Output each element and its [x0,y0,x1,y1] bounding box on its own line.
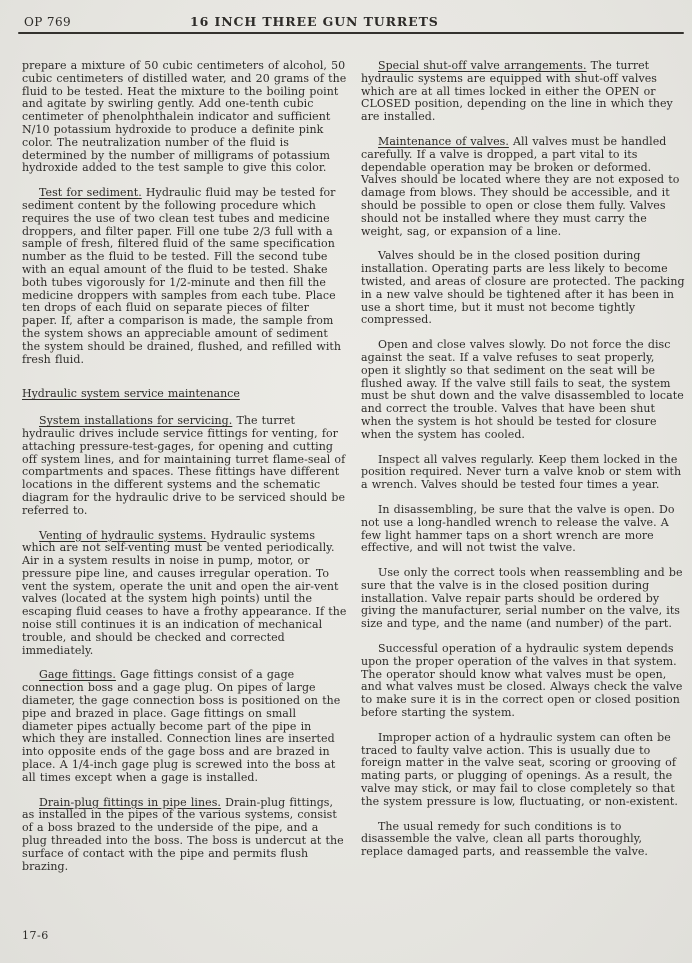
para-usual-remedy [361,821,686,859]
document-title: 16 INCH THREE GUN TURRETS [190,14,439,29]
text-segment: The usual remedy for such conditions is to disassemble the valve, clean all parts thoroughly, replace damaged parts, and reassemble the valve. [361,819,648,859]
para-special-shut-off-valve-arrangements [361,60,686,124]
underlined-lead: Maintenance of valves. [378,134,509,148]
underlined-lead: Special shut-off valve arrangements. [378,59,587,72]
para-open-and-close-valves-slowly [361,339,686,441]
para-maintenance-of-valves [361,136,686,238]
page-body [0,60,692,963]
para-drain-plug-fittings [22,797,347,874]
right-column [361,60,686,963]
para-improper-action [361,732,686,809]
text-segment: Use only the correct tools when reassembling and be sure that the valve is in the closed position during installation. Valve repair parts should be ordered by giving the manufacturer, serial number on the valve, its size and type, and the name (and number) of the part. [361,566,683,631]
publication-number: OP 769 [24,15,72,29]
underlined-lead: Drain-plug fittings in pipe lines. [39,795,221,809]
text-segment: In disassembling, be sure that the valve is open. Do not use a long-handled wrench to release the valve. A few light hammer taps on a short wrench are more effective, and will not twist the valve. [361,502,675,555]
text-segment: Hydraulic systems which are not self-venting must be vented periodically. Air in a system results in noise in pump, motor, or pressure pipe line, and causes irregular operation. To vent the system, operate the unit and open the air-vent valves (located at the system high points) until the escaping fluid ceases to have a frothy appearance. If the noise still continues it is an indication of mechanical trouble, and should be checked and corrected immediately. [22,528,347,657]
para-system-installations-for-servicing [22,415,347,517]
para-test-for-sediment [22,187,347,366]
text-segment: The turret hydraulic systems are equipped with shut-off valves which are at all times locked in either the OPEN or CLOSED position, depending on the line in which they are installed. [361,59,673,124]
text-segment: Drain-plug fittings, as installed in the pipes of the various systems, consist of a boss brazed to the underside of the pipe, and a plug threaded into the boss. The boss is undercut at the surface of contact with the pipe and permits flush brazing. [22,795,344,873]
text-segment: Inspect all valves regularly. Keep them locked in the position required. Never turn a valve knob or stem with a wrench. Valves should be tested four times a year. [361,452,682,492]
para-in-disassembling [361,504,686,555]
text-segment: prepare a mixture of 50 cubic centimeters of alcohol, 50 cubic centimeters of distilled water, and 20 grams of the fluid to be tested. Heat the mixture to the boiling point and agitate by swirling gently. Add one-tenth cubic centimeter of phenolphthalein indicator and sufficient N/10 potassium hydroxide to produce a definite pink color. The neutralization number of the fluid is determined by the number of milligrams of potassium hydroxide added to the test sample to give this color. [22,59,347,175]
text-segment: Successful operation of a hydraulic system depends upon the proper operation of the valves in that system. The operator should know what valves must be open, and what valves must be closed. Always check the valve to make sure it is in the correct open or closed position before starting the system. [361,642,683,720]
text-segment: Improper action of a hydraulic system can often be traced to faulty valve action. This is usually due to foreign matter in the valve seat, scoring or grooving of mating parts, or plugging of openings. As a result, the valve may stick, or may fail to close completely so that the system pressure is low, fluctuating, or non-existent. [361,730,678,808]
text-segment: Gage fittings consist of a gage connection boss and a gage plug. On pipes of large diameter, the gage connection boss is positioned on the pipe and brazed in place. Gage fittings on small diameter pipes actually become part of the pipe in which they are installed. Connection lines are inserted into opposite ends of the gage boss and are brazed in place. A 1/4-inch gage plug is screwed into the boss at all times except when a gage is installed. [22,668,341,784]
header-rule [18,32,684,34]
left-column [22,60,347,963]
underlined-lead: Venting of hydraulic systems. [39,528,207,542]
text-segment: The turret hydraulic drives include service fittings for venting, for attaching pressure-test-gages, for opening and cutting off system lines, and for maintaining turret flame-seal of compartments and spaces. These fittings have different locations in the different systems and the schematic diagram for the hydraulic drive to be serviced should be referred to. [22,414,346,517]
page-number: 17-6 [22,929,49,942]
underlined-lead: System installations for servicing. [39,414,233,428]
text-segment: All valves must be handled carefully. If a valve is dropped, a part vital to its dependable operation may be broken or deformed. Valves should be located where they are not exposed to damage from blows. They should be accessible, and it should be possible to open or close them fully. Valves should not be installed where they must carry the weight, sag, or expansion of a line. [361,134,680,238]
underlined-lead: Test for sediment. [39,186,142,200]
para-use-only-correct-tools [361,567,686,631]
underlined-lead: Hydraulic system service maintenance [22,387,240,401]
para-neutralization-continuation [22,60,347,175]
para-inspect-all-valves-regularly [361,454,686,492]
heading-hydraulic-system-service-maintenance [22,388,347,401]
text-segment: Hydraulic fluid may be tested for sediment content by the following procedure which requires the use of two clean test tubes and medicine droppers, and filter paper. Fill one tube 2/3 full with a sample of fresh, filtered fluid of the same specification number as the fluid to be tested. Fill the second tube with an equal amount of the fluid to be tested. Shake both tubes vigorously for 1/2-minute and then fill the medicine droppers with samples from each tube. Place ten drops of each fluid on separate pieces of filter paper. If, after a comparison is made, the sample from the system shows an appreciable amount of sediment the system should be drained, flushed, and refilled with fresh fluid. [22,186,342,366]
para-valves-closed-during-installation [361,250,686,327]
text-segment: Open and close valves slowly. Do not force the disc against the seat. If a valve refuses to seat properly, open it slightly so that sediment on the seat will be flushed away. If the valve still fails to seat, the system must be shut down and the valve disassembled to locate and correct the trouble. Valves that have been shut when the system is hot should be tested for closure when the system has cooled. [361,338,684,441]
para-successful-operation [361,643,686,720]
text-segment: Valves should be in the closed position during installation. Operating parts are less likely to become twisted, and areas of closure are protected. The packing in a new valve should be tightened after it has been in use a short time, but it must not become tightly compressed. [361,249,685,327]
para-gage-fittings [22,669,347,784]
page-header [0,0,692,40]
underlined-lead: Gage fittings. [39,668,116,682]
para-venting-of-hydraulic-systems [22,530,347,658]
